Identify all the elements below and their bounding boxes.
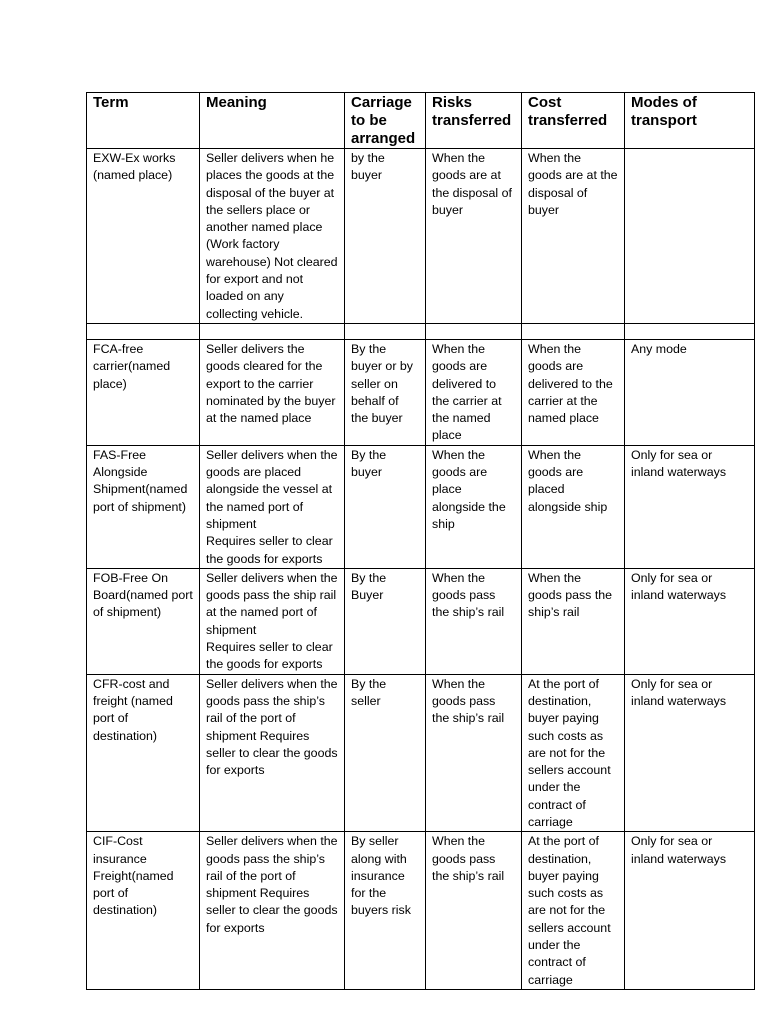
cell-meaning: Seller delivers when the goods are placed alongside the vessel at the named port of shipment Requires seller to clear the goods for exports	[200, 445, 345, 568]
cell-term: CFR-cost and freight (named port of destination)	[87, 674, 200, 832]
cell-term: EXW-Ex works (named place)	[87, 149, 200, 324]
cell-cost: When the goods pass the ship’s rail	[522, 568, 625, 674]
cell-meaning: Seller delivers when the goods pass the ship’s rail of the port of shipment Requires seller to clear the goods for exports	[200, 674, 345, 832]
table-row-spacer	[87, 323, 755, 339]
cell-meaning: Seller delivers the goods cleared for the export to the carrier nominated by the buyer at the named place	[200, 339, 345, 445]
header-carriage: Carriage to be arranged	[345, 93, 426, 149]
cell-modes: Only for sea or inland waterways	[625, 445, 755, 568]
cell-risks: When the goods pass the ship’s rail	[426, 568, 522, 674]
table-header-row	[87, 93, 755, 149]
cell-risks	[426, 323, 522, 339]
cell-term: FAS-Free Alongside Shipment(named port of shipment)	[87, 445, 200, 568]
cell-meaning	[200, 323, 345, 339]
cell-carriage	[345, 323, 426, 339]
cell-risks: When the goods pass the ship’s rail	[426, 674, 522, 832]
cell-modes	[625, 149, 755, 324]
cell-term	[87, 323, 200, 339]
cell-carriage: By the buyer	[345, 445, 426, 568]
cell-cost: When the goods are delivered to the carrier at the named place	[522, 339, 625, 445]
header-meaning: Meaning	[200, 93, 345, 149]
cell-risks: When the goods are delivered to the carrier at the named place	[426, 339, 522, 445]
cell-modes: Only for sea or inland waterways	[625, 568, 755, 674]
header-risks: Risks transferred	[426, 93, 522, 149]
cell-cost: When the goods are at the disposal of buyer	[522, 149, 625, 324]
cell-cost	[522, 323, 625, 339]
cell-term: FOB-Free On Board(named port of shipment)	[87, 568, 200, 674]
cell-meaning: Seller delivers when the goods pass the ship rail at the named port of shipment Requires seller to clear the goods for exports	[200, 568, 345, 674]
cell-carriage: By seller along with insurance for the buyers risk	[345, 832, 426, 990]
table-row	[87, 339, 755, 445]
cell-carriage: By the Buyer	[345, 568, 426, 674]
cell-risks: When the goods are place alongside the ship	[426, 445, 522, 568]
cell-meaning: Seller delivers when the goods pass the ship’s rail of the port of shipment Requires seller to clear the goods for exports	[200, 832, 345, 990]
cell-modes	[625, 323, 755, 339]
cell-modes: Only for sea or inland waterways	[625, 674, 755, 832]
cell-cost: At the port of destination, buyer paying such costs as are not for the sellers account under the contract of carriage	[522, 832, 625, 990]
header-modes: Modes of transport	[625, 93, 755, 149]
cell-modes: Only for sea or inland waterways	[625, 832, 755, 990]
incoterms-table	[86, 92, 755, 990]
cell-carriage: By the buyer or by seller on behalf of the buyer	[345, 339, 426, 445]
cell-term: FCA-free carrier(named place)	[87, 339, 200, 445]
header-term: Term	[87, 93, 200, 149]
cell-carriage: By the seller	[345, 674, 426, 832]
cell-carriage: by the buyer	[345, 149, 426, 324]
cell-modes: Any mode	[625, 339, 755, 445]
cell-risks: When the goods pass the ship’s rail	[426, 832, 522, 990]
table-row	[87, 568, 755, 674]
cell-risks: When the goods are at the disposal of buyer	[426, 149, 522, 324]
table-row	[87, 674, 755, 832]
cell-cost: When the goods are placed alongside ship	[522, 445, 625, 568]
table-row	[87, 832, 755, 990]
cell-meaning: Seller delivers when he places the goods at the disposal of the buyer at the sellers place or another named place (Work factory warehouse) Not cleared for export and not loaded on any collecting vehicle.	[200, 149, 345, 324]
table-row	[87, 445, 755, 568]
table-row	[87, 149, 755, 324]
cell-cost: At the port of destination, buyer paying such costs as are not for the sellers account under the contract of carriage	[522, 674, 625, 832]
cell-term: CIF-Cost insurance Freight(named port of destination)	[87, 832, 200, 990]
header-cost: Cost transferred	[522, 93, 625, 149]
